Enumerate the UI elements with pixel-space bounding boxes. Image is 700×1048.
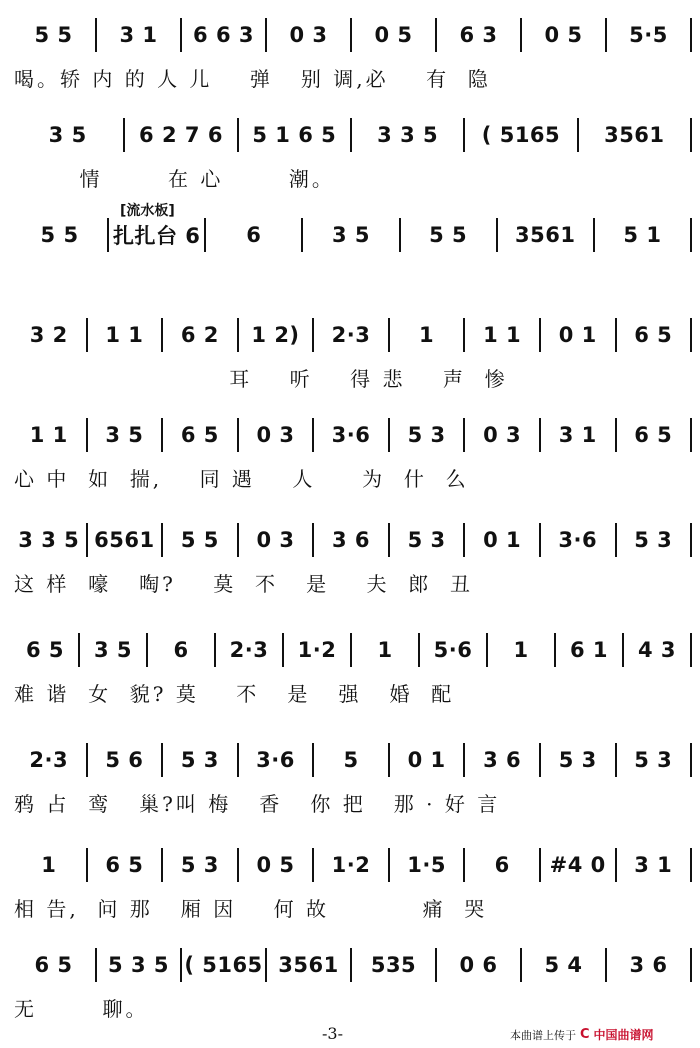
- measure: 5 3 5: [108, 953, 169, 977]
- bar-line: [690, 743, 692, 777]
- measure: ( 5165: [481, 123, 561, 147]
- measure: 2·3: [331, 323, 371, 347]
- lyric-line: 难 谐 女 貌? 莫 不 是 强 婚 配: [14, 681, 455, 706]
- measure: 0 5: [544, 23, 583, 47]
- measure: 5 3: [634, 528, 673, 552]
- measure: 6 5: [634, 323, 673, 347]
- measure: 2·3: [29, 748, 69, 772]
- notation-line: [12, 948, 692, 982]
- measure: 1 1: [105, 323, 144, 347]
- measure: 1: [41, 853, 57, 877]
- notation-line: [12, 18, 692, 52]
- measure: 3·6: [331, 423, 371, 447]
- measure: 0 3: [289, 23, 328, 47]
- score-row: [0, 615, 700, 733]
- notation-line: [12, 118, 692, 152]
- measure: 5·6: [433, 638, 473, 662]
- measure: ( 5165: [184, 953, 263, 977]
- measure: #4 0: [549, 853, 606, 877]
- measure: 扎扎台 6: [112, 224, 201, 248]
- measure: 6 5: [180, 423, 219, 447]
- score-row: [0, 725, 700, 843]
- measure: 3·6: [256, 748, 295, 772]
- lyric-line: 情 在 心 潮。: [14, 166, 335, 191]
- measure: 1 2): [251, 323, 300, 347]
- measure: 5 5: [429, 223, 468, 247]
- measure: 3561: [515, 223, 576, 247]
- measure: 0 3: [256, 423, 295, 447]
- measure: 5 6: [105, 748, 144, 772]
- site-name: 中国曲谱网: [593, 1028, 654, 1042]
- lyric-line: [14, 262, 690, 292]
- measure: 3 3 5: [18, 528, 80, 552]
- measure: 3 5: [331, 223, 371, 247]
- measure: 3 5: [48, 123, 87, 147]
- measure: 5 1 6 5: [252, 123, 337, 147]
- measure: 3 2: [29, 323, 68, 347]
- source-credit: [510, 1026, 654, 1043]
- measure: 3 1: [558, 423, 597, 447]
- measure: 3561: [604, 123, 665, 147]
- tempo-tag: [流水板]: [120, 203, 175, 219]
- measure: 5 3: [634, 748, 673, 772]
- measure: 6: [494, 853, 510, 877]
- measure: 1·5: [407, 853, 446, 877]
- measure: 5 3: [180, 853, 219, 877]
- measure: 0 3: [483, 423, 522, 447]
- measure: 5 5: [180, 528, 219, 552]
- measure: 0 5: [256, 853, 295, 877]
- measure: 3·6: [558, 528, 598, 552]
- measure: 1 1: [29, 423, 68, 447]
- bar-line: [690, 633, 692, 667]
- measure: 6 5: [634, 423, 673, 447]
- measure: 0 6: [459, 953, 498, 977]
- lyric-line: 耳 听 得 悲 声 惨: [14, 366, 508, 391]
- measure: 3 6: [629, 953, 668, 977]
- bar-line: [690, 118, 692, 152]
- bar-line: [690, 418, 692, 452]
- measure: 0 5: [374, 23, 413, 47]
- bar-line: [690, 848, 692, 882]
- notation-line: [12, 743, 692, 777]
- measure: 6 5: [34, 953, 73, 977]
- measure: 5 5: [40, 223, 79, 247]
- measure: 1: [419, 323, 435, 347]
- measure: 5 3: [407, 423, 446, 447]
- notation-line: [12, 633, 692, 667]
- measure: 0 3: [256, 528, 295, 552]
- measure: 535: [370, 953, 417, 977]
- lyric-line: 无 聊。: [14, 996, 149, 1021]
- bar-line: [690, 18, 692, 52]
- lyric-line: 相 告, 问 那 厢 因 何 故 痛 哭: [14, 896, 488, 921]
- measure: 3 6: [483, 748, 522, 772]
- measure: 6: [246, 223, 262, 247]
- measure: 5 5: [34, 23, 73, 47]
- bar-line: [690, 523, 692, 557]
- source-text: 本曲谱上传于: [510, 1028, 576, 1042]
- page-number: -3-: [322, 1024, 343, 1043]
- measure: 6 2: [180, 323, 219, 347]
- measure: 0 1: [558, 323, 597, 347]
- notation-line: [12, 523, 692, 557]
- measure: 5 4: [544, 953, 583, 977]
- measure: 5: [343, 748, 359, 772]
- measure: 6 2 7 6: [139, 123, 223, 147]
- measure: 5 3: [407, 528, 446, 552]
- bar-line: [690, 948, 692, 982]
- measure: 1·2: [297, 638, 337, 662]
- measure: 1: [377, 638, 393, 662]
- score-row: [0, 505, 700, 623]
- lyric-line: 鸦 占 鸾 巢?叫 梅 香 你 把 那 · 好 言: [14, 791, 501, 816]
- measure: 4 3: [637, 638, 677, 662]
- measure: 3 5: [105, 423, 144, 447]
- measure: 6 3: [459, 23, 498, 47]
- measure: 1: [513, 638, 529, 662]
- measure: 0 1: [483, 528, 522, 552]
- notation-line: [12, 848, 692, 882]
- site-logo-icon: C: [580, 1027, 590, 1042]
- measure: 6: [173, 638, 189, 662]
- measure: 2·3: [229, 638, 269, 662]
- measure: 6 5: [25, 638, 65, 662]
- measure: 6561: [94, 528, 155, 552]
- measure: 3 5: [93, 638, 133, 662]
- measure: 3 6: [332, 528, 371, 552]
- measure: 3 3 5: [377, 123, 439, 147]
- notation-line: [12, 418, 692, 452]
- measure: 3 1: [634, 853, 673, 877]
- measure: 3561: [278, 953, 339, 977]
- score-row: [0, 400, 700, 518]
- measure: 6 1: [569, 638, 609, 662]
- measure: 5 1: [623, 223, 662, 247]
- measure: 5 3: [558, 748, 597, 772]
- bar-line: [690, 218, 692, 252]
- measure: 3 1: [119, 23, 158, 47]
- lyric-line: 这 样 嚎 啕? 莫 不 是 夫 郎 丑: [14, 571, 473, 596]
- notation-line: [12, 318, 692, 352]
- lyric-line: 心 中 如 揣, 同 遇 人 为 什 么: [14, 466, 469, 491]
- measure: 6 6 3: [193, 23, 254, 47]
- lyric-line: 喝。轿 内 的 人 儿 弹 别 调,必 有 隐: [14, 66, 491, 91]
- measure: 5 3: [180, 748, 219, 772]
- measure: 1 1: [483, 323, 522, 347]
- measure: 6 5: [105, 853, 144, 877]
- measure: 1·2: [331, 853, 371, 877]
- bar-line: [690, 318, 692, 352]
- notation-line: [12, 218, 692, 252]
- measure: 0 1: [407, 748, 446, 772]
- measure: 5·5: [629, 23, 668, 47]
